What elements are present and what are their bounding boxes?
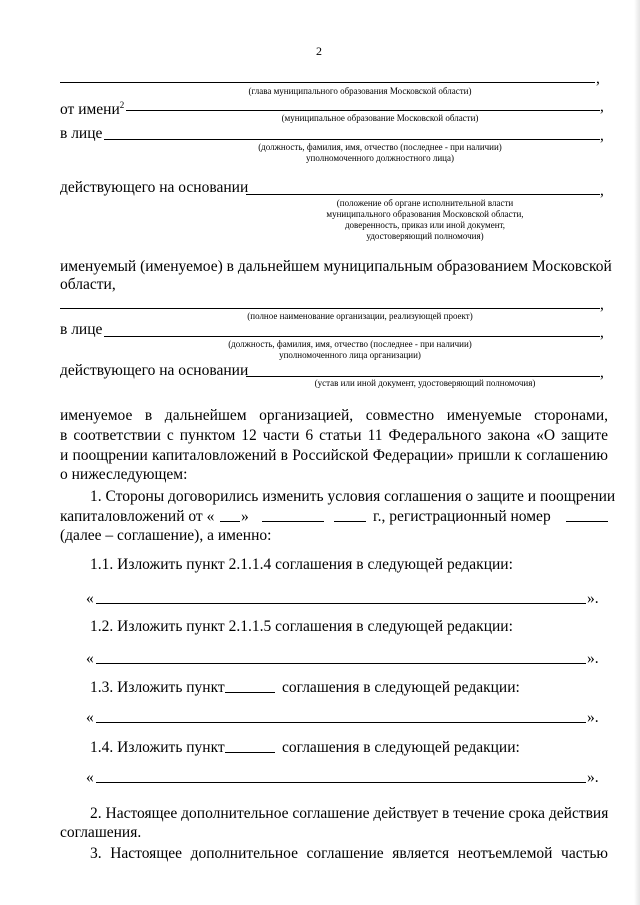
page-number: 2 — [316, 44, 322, 58]
named-municipality-text: именуемый (именуемое) в дальнейшем муниципальным образованием Московской — [60, 258, 612, 275]
official-caption: уполномоченного должностного лица) — [306, 153, 454, 163]
comma: , — [600, 324, 604, 341]
comma: , — [600, 364, 604, 381]
item-number-blank — [225, 692, 275, 693]
org-official-caption: уполномоченного лица организации) — [279, 350, 421, 360]
clause-1-text: капиталовложений от « — [60, 508, 215, 525]
named-municipality-text: области, — [60, 276, 116, 293]
comma: , — [596, 70, 600, 87]
quote-close: ». — [587, 769, 599, 786]
charter-caption: (устав или иной документ, удостоверяющий полномочия) — [314, 378, 536, 388]
org-official-caption: (должность, фамилия, имя, отчество (последнее - при наличии) — [228, 339, 472, 349]
footnote-mark: 2 — [119, 100, 125, 110]
basis-caption: (положение об органе исполнительной власти — [336, 198, 514, 208]
subclause-1-1-text-line — [96, 603, 586, 604]
municipality-line — [126, 110, 600, 111]
subclause-1-3: 1.3. Изложить пункт — [90, 679, 225, 696]
basis-caption: удостоверяющий полномочия) — [366, 231, 484, 241]
clause-2-text: соглашения. — [60, 824, 142, 841]
head-caption: (глава муниципального образования Московской области) — [248, 86, 472, 96]
preamble-text: именуемое в дальнейшем организацией, совместно именуемые сторонами, — [60, 407, 608, 424]
subclause-1-4: соглашения в следующей редакции: — [282, 739, 520, 756]
org-caption: (полное наименование организации, реализующей проект) — [247, 311, 473, 321]
clause-1-text: » — [241, 508, 249, 525]
subclause-1-2-text-line — [96, 663, 586, 664]
subclause-1-4-text-line — [96, 782, 586, 783]
reg-number-blank — [566, 521, 608, 522]
quote-open: « — [86, 590, 94, 607]
clause-2-text: 2. Настоящее дополнительное соглашение действует в течение срока действия — [90, 805, 609, 822]
comma: , — [600, 127, 604, 144]
preamble-text: о нижеследующем: — [60, 466, 188, 483]
clause-1-text: 1. Стороны договорились изменить условия соглашения о защите и поощрении — [90, 488, 616, 505]
quote-open: « — [86, 769, 94, 786]
charter-line — [246, 376, 600, 377]
clause-3-text: 3. Настоящее дополнительное соглашение является неотъемлемой частью — [90, 845, 608, 862]
basis-caption: доверенность, приказ или иной документ, — [344, 220, 506, 230]
quote-open: « — [86, 650, 94, 667]
subclause-1-1: 1.1. Изложить пункт 2.1.1.4 соглашения в следующей редакции: — [90, 556, 513, 573]
acting-basis-label: действующего на основании — [60, 362, 249, 379]
basis-caption: муниципального образования Московской области, — [326, 209, 524, 219]
date-month-blank — [262, 521, 324, 522]
in-person-label: в лице — [60, 321, 103, 338]
comma: , — [600, 296, 604, 313]
basis-line — [246, 194, 600, 195]
date-year-blank — [334, 521, 366, 522]
in-person-label: в лице — [60, 125, 103, 142]
date-day-blank — [220, 521, 240, 522]
item-number-blank — [225, 752, 275, 753]
clause-1-text: (далее – соглашение), а именно: — [60, 527, 272, 544]
municipality-caption: (муниципальное образование Московской области) — [281, 113, 479, 123]
head-name-line — [60, 82, 595, 83]
quote-open: « — [86, 709, 94, 726]
preamble-text: в соответствии с пунктом 12 части 6 статьи 11 Федерального закона «О защите — [60, 427, 608, 444]
official-caption: (должность, фамилия, имя, отчество (последнее - при наличии) — [258, 142, 502, 152]
subclause-1-3-text-line — [96, 722, 586, 723]
org-name-line — [60, 308, 600, 309]
from-name-label: от имени$^2$ — [60, 100, 125, 119]
quote-close: ». — [587, 709, 599, 726]
preamble-text: и поощрении капиталовложений в Российской Федерации» пришли к соглашению — [60, 447, 608, 464]
subclause-1-4: 1.4. Изложить пункт — [90, 739, 225, 756]
quote-close: ». — [587, 650, 599, 667]
acting-basis-label: действующего на основании — [60, 179, 249, 196]
comma: , — [600, 98, 604, 115]
subclause-1-3: соглашения в следующей редакции: — [282, 679, 520, 696]
comma: , — [600, 182, 604, 199]
org-official-line — [104, 336, 600, 337]
clause-1-text: г., регистрационный номер — [373, 508, 551, 525]
scan-edge — [634, 0, 640, 905]
official-line — [104, 139, 600, 140]
quote-close: ». — [587, 590, 599, 607]
subclause-1-2: 1.2. Изложить пункт 2.1.1.5 соглашения в следующей редакции: — [90, 618, 513, 635]
